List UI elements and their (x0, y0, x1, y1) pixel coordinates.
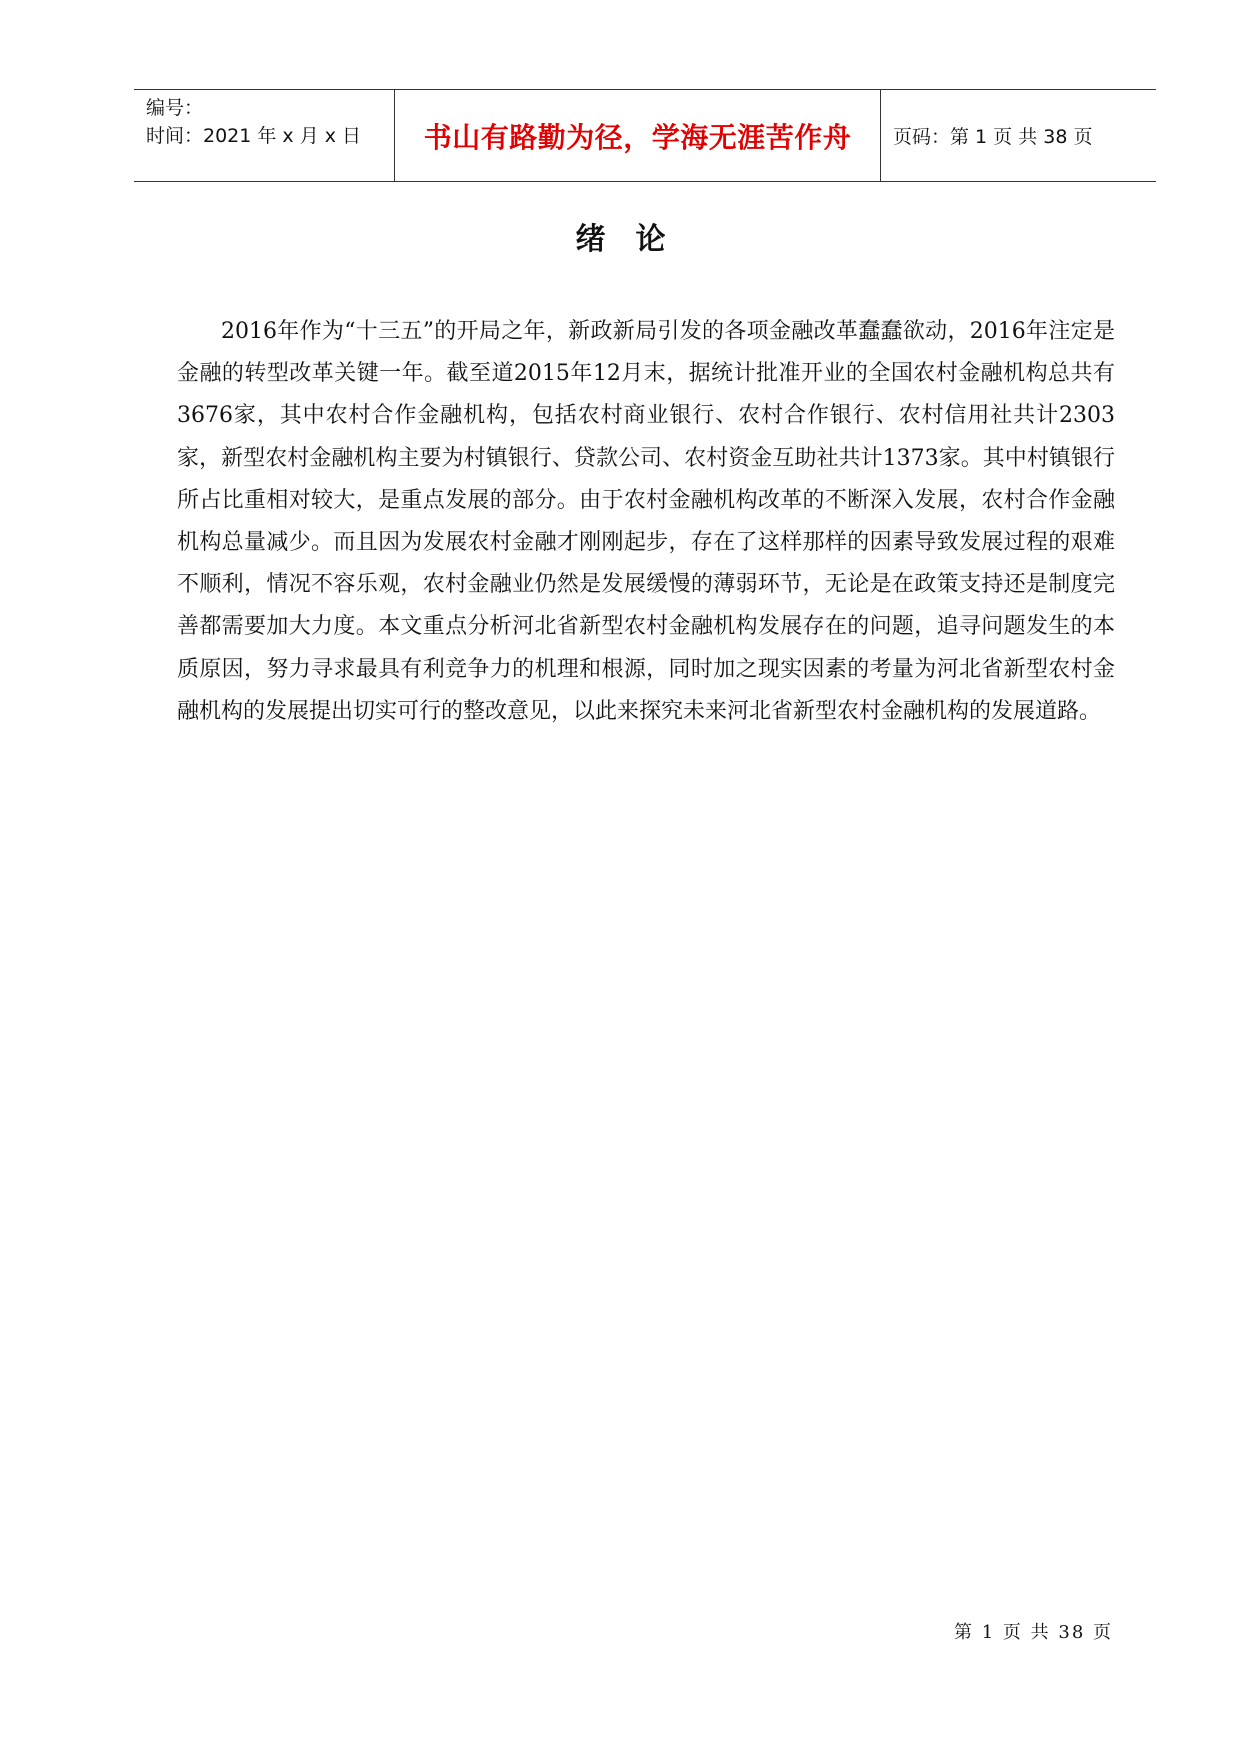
document-number-label: 编号： (146, 97, 204, 119)
footer-page-number: 第 1 页 共 38 页 (954, 1622, 1113, 1643)
document-title: 绪论 (575, 222, 696, 257)
document-time-label: 时间：2021 年 x 月 x 日 (146, 125, 362, 147)
header-motto-cell (395, 90, 881, 181)
header-page-info-cell (881, 90, 1156, 181)
header-meta (134, 90, 395, 181)
header-page-info: 页码：第 1 页 共 38 页 (893, 126, 1093, 148)
page-header (134, 89, 1156, 182)
body-paragraph: 2016年作为“十三五”的开局之年，新政新局引发的各项金融改革蠢蠢欲动，2016年注定是金融的转型改革关键一年。截至道2015年12月末，据统计批准开业的全国农村金融机构总共有3676家，其中农村合作金融机构，包括农村商业银行、农村合作银行、农村信用社共计2303家，新型农村金融机构主要为村镇银行、贷款公司、农村资金互助社共计1373家。其中村镇银行所占比重相对较大，是重点发展的部分。由于农村金融机构改革的不断深入发展，农村合作金融机构总量减少。而且因为发展农村金融才刚刚起步，存在了这样那样的因素导致发展过程的艰难不顺利，情况不容乐观，农村金融业仍然是发展缓慢的薄弱环节，无论是在政策支持还是制度完善都需要加大力度。本文重点分析河北省新型农村金融机构发展存在的问题，追寻问题发生的本质原因，努力寻求最具有利竞争力的机理和根源，同时加之现实因素的考量为河北省新型农村金融机构的发展提出切实可行的整改意见，以此来探究未来河北省新型农村金融机构的发展道路。 (177, 319, 1115, 724)
motto-text: 书山有路勤为径，学海无涯苦作舟 (423, 120, 852, 154)
